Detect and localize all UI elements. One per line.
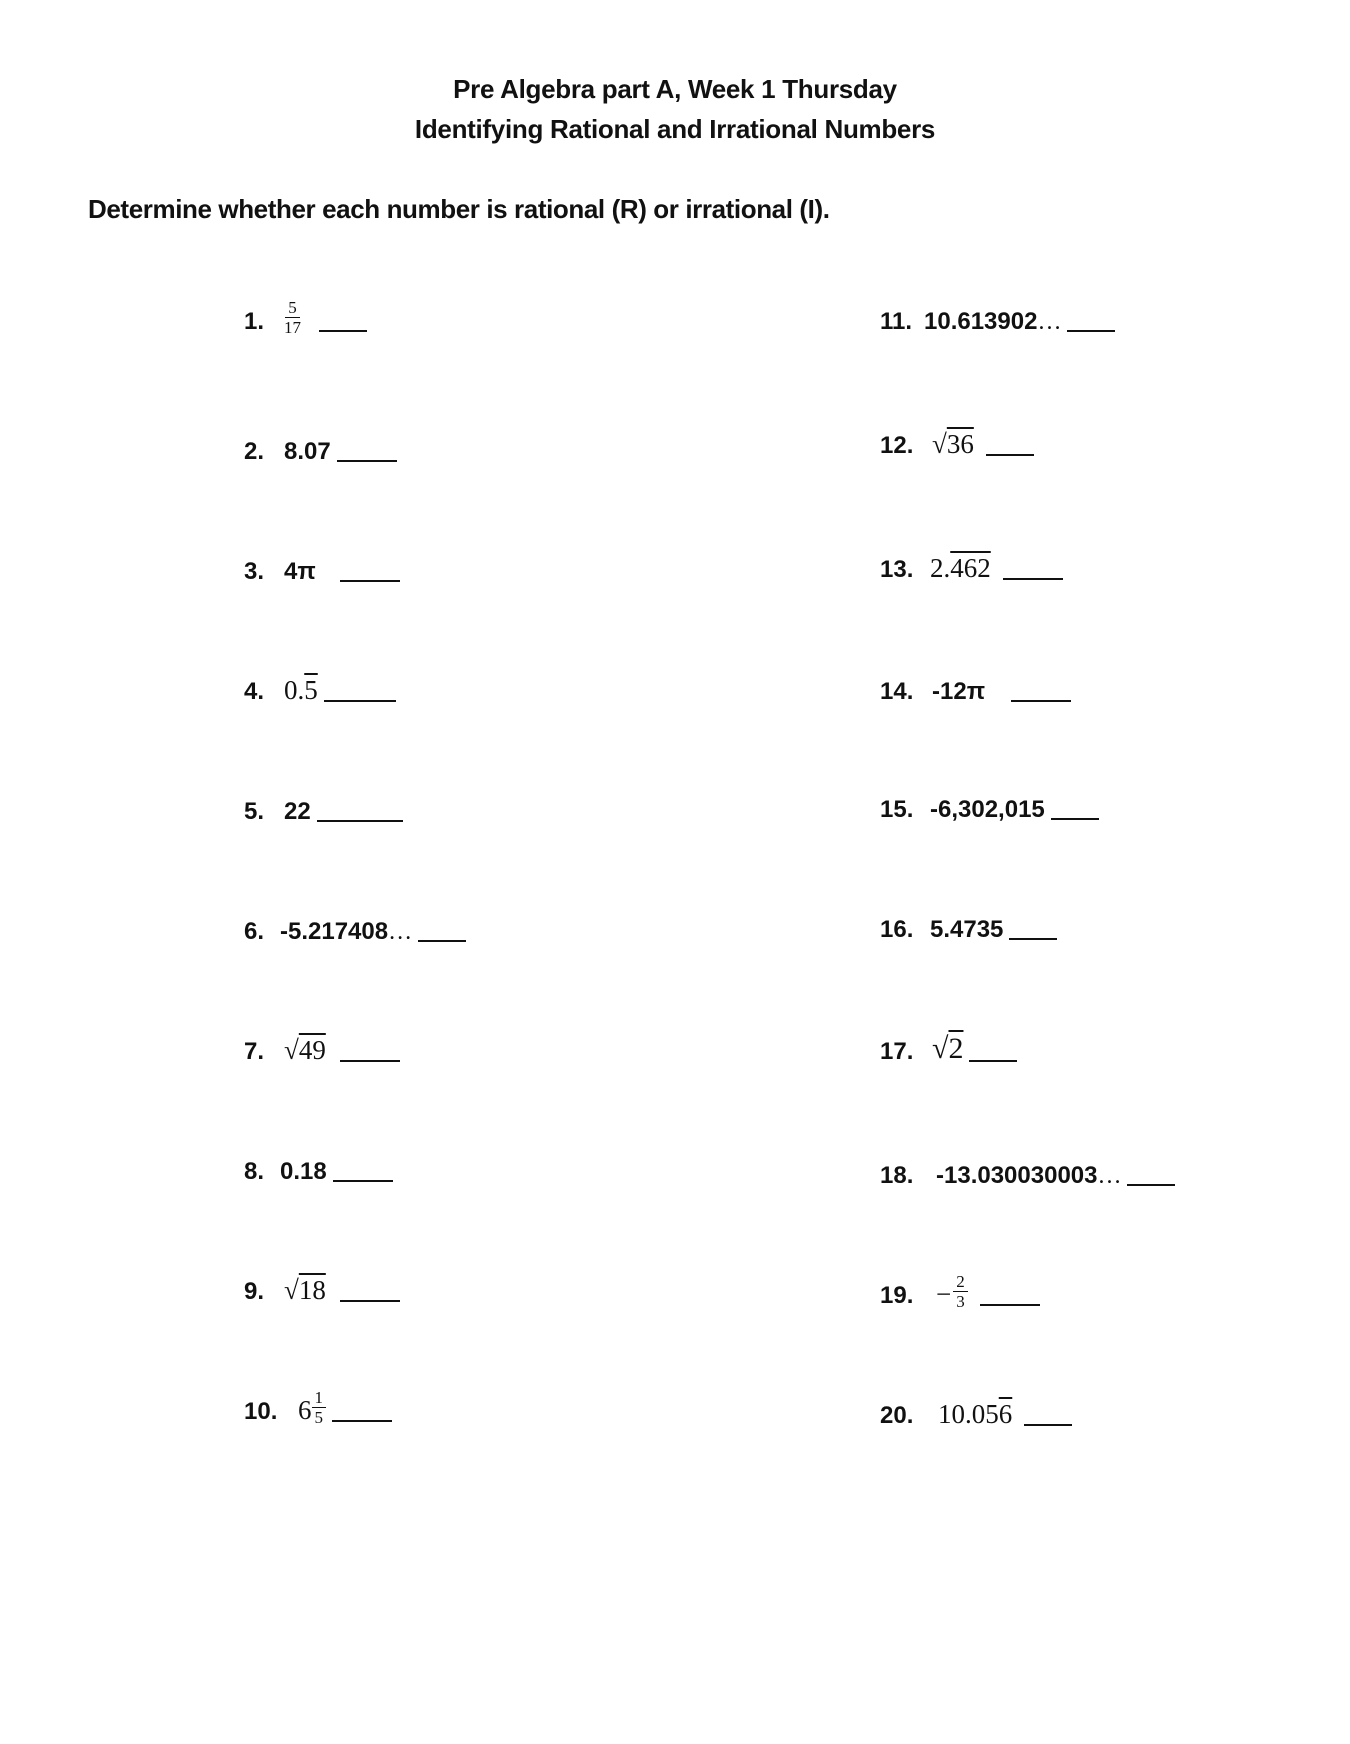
answer-blank[interactable] bbox=[986, 454, 1034, 456]
problem-number: 15. bbox=[880, 796, 914, 823]
problem-number: 11. bbox=[880, 308, 913, 335]
problem-number: 8. bbox=[244, 1158, 265, 1185]
problem-number: 12. bbox=[880, 432, 914, 459]
problem-15 bbox=[880, 784, 1099, 824]
problem-5 bbox=[244, 786, 403, 826]
problem-14 bbox=[880, 666, 1071, 706]
problem-11 bbox=[880, 296, 1115, 336]
problem-4 bbox=[244, 666, 396, 706]
answer-blank[interactable] bbox=[333, 1180, 393, 1182]
answer-blank[interactable] bbox=[340, 580, 400, 582]
problem-number: 16. bbox=[880, 916, 914, 943]
answer-blank[interactable] bbox=[317, 820, 403, 822]
problem-20 bbox=[880, 1390, 1072, 1430]
problem-number: 9. bbox=[244, 1278, 265, 1305]
problem-number: 6. bbox=[244, 918, 265, 945]
answer-blank[interactable] bbox=[1011, 700, 1071, 702]
answer-blank[interactable] bbox=[1024, 1424, 1072, 1426]
answer-blank[interactable] bbox=[340, 1060, 400, 1062]
repeating-decimal: 10.056 bbox=[938, 1399, 1013, 1429]
square-root: √49 bbox=[284, 1035, 326, 1065]
number-expression: 10.613902 bbox=[924, 308, 1038, 335]
title-line-1: Pre Algebra part A, Week 1 Thursday bbox=[453, 74, 897, 104]
repeating-decimal: 2.462 bbox=[930, 553, 991, 583]
repeating-decimal: 0.5 bbox=[284, 675, 318, 705]
problem-number: 2. bbox=[244, 438, 265, 465]
problem-10 bbox=[244, 1386, 392, 1426]
number-expression: -6,302,015 bbox=[930, 796, 1045, 823]
square-root: √18 bbox=[284, 1275, 326, 1305]
problem-16 bbox=[880, 904, 1057, 944]
ellipsis: … bbox=[388, 919, 413, 945]
fraction: $\frac{5}{17}$ bbox=[284, 298, 301, 337]
problem-number: 1. bbox=[244, 308, 265, 335]
problem-18 bbox=[880, 1150, 1175, 1190]
problem-19 bbox=[880, 1270, 1040, 1310]
number-expression: -13.030030003 bbox=[936, 1162, 1098, 1189]
answer-blank[interactable] bbox=[340, 1300, 400, 1302]
problem-8 bbox=[244, 1146, 393, 1186]
answer-blank[interactable] bbox=[418, 940, 466, 942]
answer-blank[interactable] bbox=[1067, 330, 1115, 332]
problem-17 bbox=[880, 1026, 1017, 1066]
number-expression: 4π bbox=[284, 558, 316, 585]
problem-number: 17. bbox=[880, 1038, 914, 1065]
number-expression: -12π bbox=[932, 678, 986, 705]
number-expression: 0.18 bbox=[280, 1158, 327, 1185]
problem-9 bbox=[244, 1266, 400, 1306]
answer-blank[interactable] bbox=[1009, 938, 1057, 940]
number-expression: 8.07 bbox=[284, 438, 331, 465]
problem-number: 18. bbox=[880, 1162, 914, 1189]
number-expression: 22 bbox=[284, 798, 311, 825]
problem-3 bbox=[244, 546, 400, 586]
problem-12 bbox=[880, 420, 1034, 460]
problem-number: 20. bbox=[880, 1402, 914, 1429]
problem-number: 7. bbox=[244, 1038, 265, 1065]
answer-blank[interactable] bbox=[324, 700, 396, 702]
problem-7 bbox=[244, 1026, 400, 1066]
problem-number: 5. bbox=[244, 798, 265, 825]
title-line-2: Identifying Rational and Irrational Numbers bbox=[414, 114, 936, 144]
square-root: √2 bbox=[932, 1032, 964, 1065]
problem-13 bbox=[880, 544, 1063, 584]
radical-sign: √ bbox=[932, 429, 947, 459]
radical-sign: √ bbox=[932, 1032, 949, 1065]
problem-6 bbox=[244, 906, 466, 946]
problem-number: 13. bbox=[880, 556, 914, 583]
radical-sign: √ bbox=[284, 1275, 299, 1305]
problem-number: 14. bbox=[880, 678, 914, 705]
answer-blank[interactable] bbox=[969, 1060, 1017, 1062]
square-root: √36 bbox=[932, 429, 974, 459]
answer-blank[interactable] bbox=[980, 1304, 1040, 1306]
ellipsis: … bbox=[1097, 1163, 1122, 1189]
ellipsis: … bbox=[1037, 309, 1062, 335]
answer-blank[interactable] bbox=[1127, 1184, 1175, 1186]
number-expression: -5.217408 bbox=[280, 918, 389, 945]
problem-number: 4. bbox=[244, 678, 265, 705]
fraction: $\frac{1}{5}$ bbox=[312, 1389, 327, 1426]
answer-blank[interactable] bbox=[1051, 818, 1099, 820]
negative-sign: − bbox=[936, 1279, 952, 1309]
problem-1 bbox=[244, 296, 367, 336]
answer-blank[interactable] bbox=[319, 330, 367, 332]
answer-blank[interactable] bbox=[1003, 578, 1063, 580]
answer-blank[interactable] bbox=[337, 460, 397, 462]
problem-number: 3. bbox=[244, 558, 265, 585]
answer-blank[interactable] bbox=[332, 1420, 392, 1422]
problem-number: 10. bbox=[244, 1398, 278, 1425]
instructions: Determine whether each number is rational (R) or irrational (I). bbox=[88, 194, 830, 224]
mixed-number-whole: 6 bbox=[298, 1395, 312, 1425]
problem-number: 19. bbox=[880, 1282, 914, 1309]
problem-2 bbox=[244, 426, 397, 466]
number-expression: 5.4735 bbox=[930, 916, 1004, 943]
radical-sign: √ bbox=[284, 1035, 299, 1065]
fraction: $\frac{2}{3}$ bbox=[953, 1273, 968, 1310]
